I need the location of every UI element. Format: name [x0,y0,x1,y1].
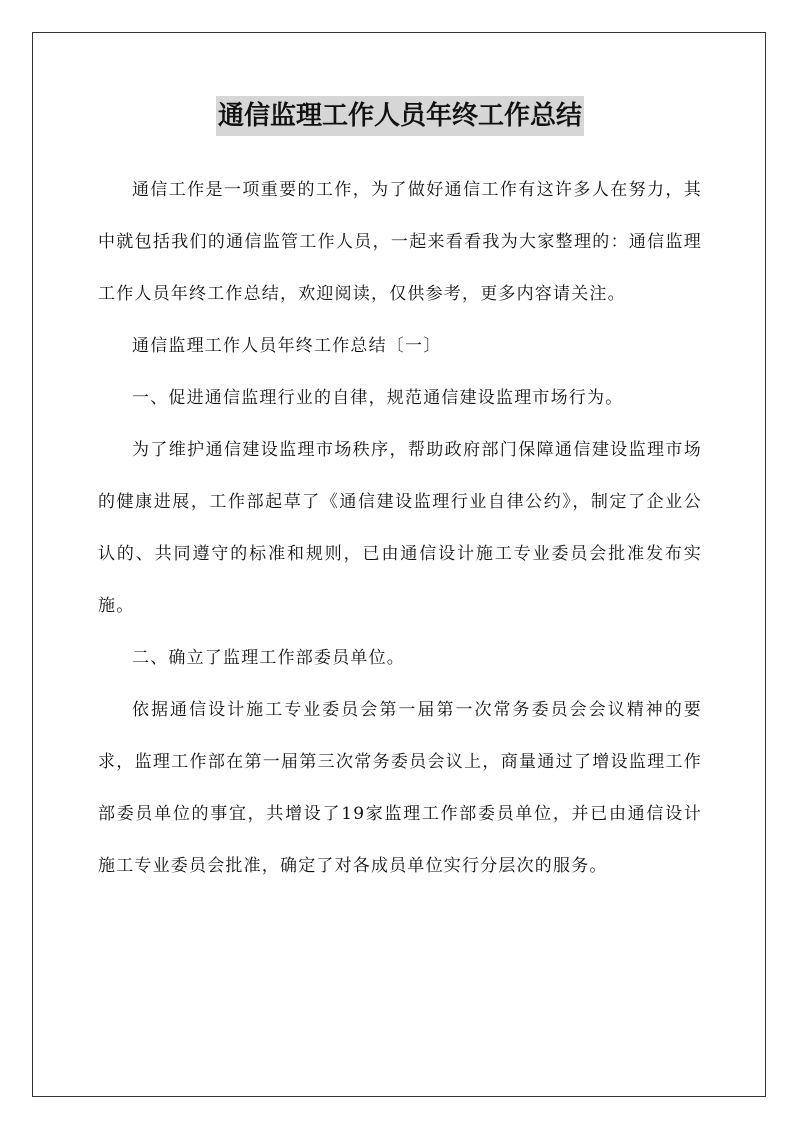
point-two-body: 依据通信设计施工专业委员会第一届第一次常务委员会会议精神的要求，监理工作部在第一届第三次常务委员会议上，商量通过了增设监理工作部委员单位的事宜，共增设了19家监理工作部委员单位，并已由通信设计施工专业委员会批准，确定了对各成员单位实行分层次的服务。 [98,700,702,876]
point-two-heading: 二、确立了监理工作部委员单位。 [132,648,405,668]
document-body [98,96,702,892]
title-container [98,96,702,142]
point-one-heading: 一、促进通信监理行业的自律，规范通信建设监理市场行为。 [132,388,624,408]
intro-paragraph: 通信工作是一项重要的工作，为了做好通信工作有这许多人在努力，其中就包括我们的通信监管工作人员，一起来看看我为大家整理的：通信监理工作人员年终工作总结，欢迎阅读，仅供参考，更多内容请关注。 [98,180,702,304]
point-one-body: 为了维护通信建设监理市场秩序，帮助政府部门保障通信建设监理市场的健康进展，工作部起草了《通信建设监理行业自律公约》，制定了企业公认的、共同遵守的标准和规则，已由通信设计施工专业委员会批准发布实施。 [98,440,702,616]
section-heading: 通信监理工作人员年终工作总结〔一〕 [132,336,442,356]
document-title: 通信监理工作人员年终工作总结 [216,96,584,136]
